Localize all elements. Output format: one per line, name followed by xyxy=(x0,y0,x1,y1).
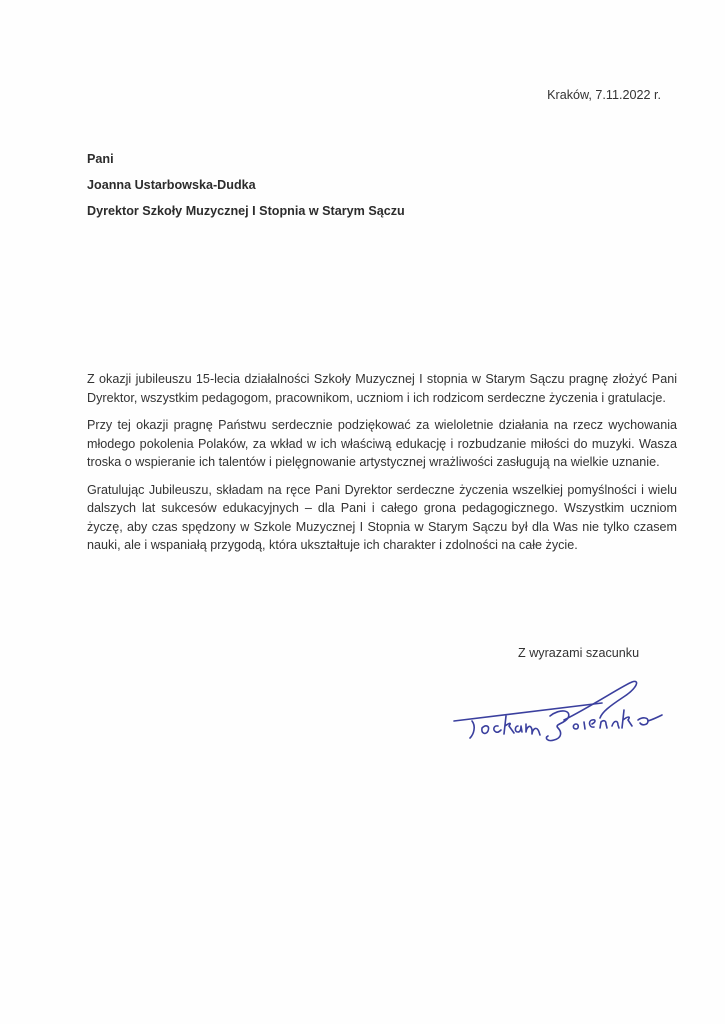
recipient-block xyxy=(87,150,405,228)
paragraph-3: Gratulując Jubileuszu, składam na ręce Pani Dyrektor serdeczne życzenia wszelkiej pomyślności i wielu dalszych lat sukcesów edukacyjnych – dla Pani i całego grona pedagogicznego. Wszystkim uczniom życzę, aby czas spędzony w Szkole Muzycznej I Stopnia w Starym Sączu był dla Was nie tylko czasem nauki, ale i wspaniałą przygodą, która ukształtuje ich charakter i zdolności na całe życie. xyxy=(87,482,677,552)
paragraph-1: Z okazji jubileuszu 15-lecia działalności Szkoły Muzycznej I stopnia w Starym Sączu pragnę złożyć Pani Dyrektor, wszystkim pedagogom, pracownikom, uczniom i ich rodzicom serdeczne życzenia i gratulacje. xyxy=(87,372,677,405)
place-and-date: Kraków, 7.11.2022 r. xyxy=(547,88,661,102)
recipient-name: Joanna Ustarbowska-Dudka xyxy=(87,178,256,192)
closing-phrase: Z wyrazami szacunku xyxy=(518,646,640,660)
recipient-title: Dyrektor Szkoły Muzycznej I Stopnia w Starym Sączu xyxy=(87,204,405,218)
recipient-salutation: Pani xyxy=(87,152,114,166)
letter-body xyxy=(87,370,677,564)
handwritten-signature xyxy=(452,676,692,746)
paragraph-2: Przy tej okazji pragnę Państwu serdecznie podziękować za wieloletnie działania na rzecz wychowania młodego pokolenia Polaków, za wkład w ich właściwą edukację i rozbudzanie miłości do muzyki. Wasza troska o wspieranie ich talentów i pielęgnowanie artystycznej wrażliwości zasługują na wielkie uznanie. xyxy=(87,418,677,469)
signature-strokes xyxy=(454,681,662,740)
